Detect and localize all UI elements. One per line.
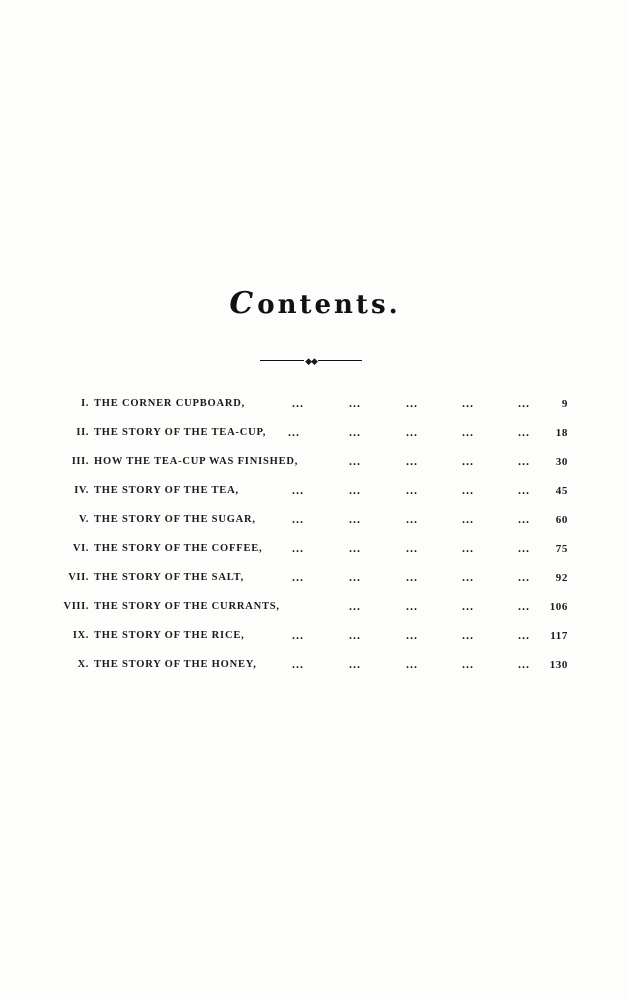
leader-dots: ...	[406, 483, 418, 497]
toc-entry-title: THE STORY OF THE RICE,	[94, 630, 245, 641]
leader-dots: ...	[462, 657, 474, 671]
leader-dots: ...	[518, 628, 530, 642]
leader-dots: ...	[349, 541, 361, 555]
leader-dots: ...	[406, 570, 418, 584]
toc-entry-numeral: IV.	[74, 485, 89, 496]
toc-entry-numeral: V.	[78, 514, 89, 525]
toc-entry-title: THE STORY OF THE CURRANTS,	[94, 601, 280, 612]
leader-dots: ...	[349, 396, 361, 410]
divider-ornament: ◆◆	[305, 356, 317, 366]
page-title	[0, 286, 630, 321]
leader-dots: ...	[406, 454, 418, 468]
leader-dots: ...	[349, 570, 361, 584]
leader-dots: ...	[406, 425, 418, 439]
leader-dots: ...	[518, 483, 530, 497]
toc-entry[interactable]	[0, 427, 630, 447]
toc-entry-page-number: 75	[555, 543, 568, 555]
toc-entry-title: THE STORY OF THE TEA,	[94, 485, 239, 496]
leader-dots: ...	[462, 483, 474, 497]
toc-entry[interactable]	[0, 514, 630, 534]
leader-dots: ...	[462, 512, 474, 526]
toc-entry-numeral: IX.	[72, 630, 89, 641]
toc-entry-page-number: 92	[555, 572, 568, 584]
leader-dots: ...	[462, 541, 474, 555]
leader-dots: ...	[518, 570, 530, 584]
toc-entry[interactable]	[0, 398, 630, 418]
leader-dots: ...	[406, 396, 418, 410]
leader-dots: ...	[518, 541, 530, 555]
toc-entry-page-number: 45	[555, 485, 568, 497]
leader-dots: ...	[518, 512, 530, 526]
leader-dots: ...	[292, 512, 304, 526]
toc-entry-numeral: I.	[81, 398, 89, 409]
leader-dots: ...	[518, 425, 530, 439]
toc-entry-numeral: X.	[77, 659, 89, 670]
toc-entry-numeral: VII.	[68, 572, 89, 583]
toc-entry-numeral: VI.	[72, 543, 89, 554]
leader-dots: ...	[292, 483, 304, 497]
toc-entry-numeral: III.	[71, 456, 89, 467]
leader-dots: ...	[462, 570, 474, 584]
toc-entry[interactable]	[0, 543, 630, 563]
leader-dots: ...	[462, 425, 474, 439]
leader-dots: ...	[349, 512, 361, 526]
toc-entry-title: HOW THE TEA-CUP WAS FINISHED,	[94, 456, 299, 467]
leader-dots: ...	[292, 628, 304, 642]
leader-dots: ...	[349, 425, 361, 439]
leader-dots: ...	[462, 454, 474, 468]
leader-dots: ...	[462, 599, 474, 613]
leader-dots: ...	[518, 599, 530, 613]
leader-dots: ...	[292, 570, 304, 584]
toc-entry[interactable]	[0, 659, 630, 679]
leader-dots: ...	[406, 628, 418, 642]
leader-dots: ...	[292, 541, 304, 555]
toc-entry-title: THE STORY OF THE SALT,	[94, 572, 244, 583]
title-rest: ontents.	[257, 290, 401, 320]
leader-dots: ...	[406, 599, 418, 613]
toc-entry-page-number: 106	[549, 601, 568, 613]
toc-entry[interactable]	[0, 485, 630, 505]
leader-dots: ...	[288, 425, 300, 439]
toc-entry-title: THE STORY OF THE HONEY,	[94, 659, 257, 670]
leader-dots: ...	[349, 454, 361, 468]
toc-entry-title: THE CORNER CUPBOARD,	[94, 398, 246, 409]
leader-dots: ...	[349, 628, 361, 642]
leader-dots: ...	[518, 396, 530, 410]
title-initial: C	[229, 286, 257, 321]
leader-dots: ...	[406, 512, 418, 526]
toc-entry-title: THE STORY OF THE TEA-CUP,	[94, 427, 267, 438]
toc-entry-page-number: 30	[555, 456, 568, 468]
leader-dots: ...	[462, 628, 474, 642]
toc-entry-numeral: VIII.	[63, 601, 89, 612]
toc-entry-numeral: II.	[76, 427, 89, 438]
toc-entry[interactable]	[0, 456, 630, 476]
leader-dots: ...	[518, 454, 530, 468]
toc-entry-page-number: 117	[550, 630, 568, 642]
leader-dots: ...	[406, 657, 418, 671]
divider-line-left	[260, 360, 304, 361]
leader-dots: ...	[518, 657, 530, 671]
ornamental-divider	[260, 356, 362, 366]
leader-dots: ...	[406, 541, 418, 555]
leader-dots: ...	[349, 483, 361, 497]
toc-entry-title: THE STORY OF THE SUGAR,	[94, 514, 256, 525]
toc-entry-title: THE STORY OF THE COFFEE,	[94, 543, 263, 554]
toc-entry[interactable]	[0, 572, 630, 592]
toc-entry-page-number: 18	[555, 427, 568, 439]
leader-dots: ...	[292, 657, 304, 671]
divider-line-right	[318, 360, 362, 361]
toc-entry-page-number: 130	[549, 659, 568, 671]
leader-dots: ...	[292, 396, 304, 410]
toc-entry[interactable]	[0, 630, 630, 650]
leader-dots: ...	[462, 396, 474, 410]
leader-dots: ...	[349, 599, 361, 613]
toc-entry[interactable]	[0, 601, 630, 621]
toc-entry-page-number: 9	[561, 398, 568, 410]
leader-dots: ...	[349, 657, 361, 671]
toc-entry-page-number: 60	[555, 514, 568, 526]
